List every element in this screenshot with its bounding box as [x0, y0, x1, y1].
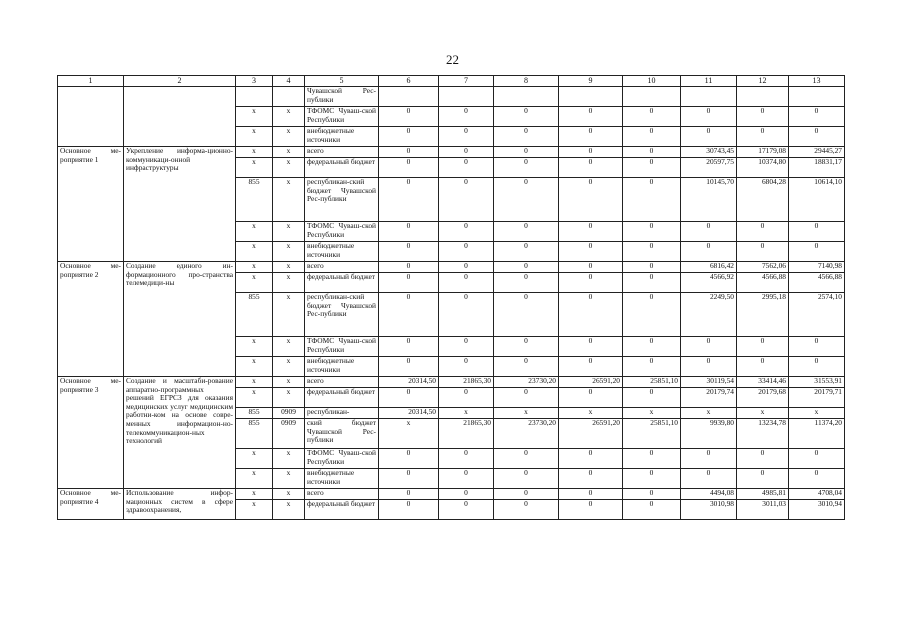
- year-cell: 20179,68: [737, 388, 789, 408]
- header-cell: 10: [623, 76, 681, 87]
- year-cell: 0: [439, 469, 494, 489]
- year-cell: 6816,42: [681, 262, 737, 273]
- section-code: x: [273, 469, 305, 489]
- year-cell: 0: [494, 273, 559, 293]
- year-cell: x: [439, 408, 494, 419]
- cell: [439, 87, 494, 107]
- year-cell: 0: [559, 388, 623, 408]
- year-cell: 0: [439, 337, 494, 357]
- year-cell: 0: [379, 222, 439, 242]
- year-cell: 0: [737, 337, 789, 357]
- glavbudget-code: x: [236, 242, 273, 262]
- source-cell: федеральный бюджет: [305, 500, 379, 520]
- year-cell: 0: [559, 273, 623, 293]
- header-row: [58, 76, 845, 87]
- year-cell: 0: [439, 449, 494, 469]
- section-code: x: [273, 449, 305, 469]
- section-code: x: [273, 489, 305, 500]
- year-cell: 0: [439, 500, 494, 520]
- source-cell: ТФОМС Чуваш-ской Республики: [305, 337, 379, 357]
- year-cell: 0: [439, 107, 494, 127]
- table-row: [58, 262, 845, 273]
- cell: [737, 87, 789, 107]
- year-cell: 0: [681, 107, 737, 127]
- year-cell: 0: [559, 293, 623, 337]
- year-cell: 0: [494, 449, 559, 469]
- year-cell: 0: [494, 158, 559, 178]
- page-number: 22: [446, 52, 459, 67]
- year-cell: 30119,54: [681, 377, 737, 388]
- year-cell: 0: [379, 107, 439, 127]
- description-cell: Создание и масштаби-рование аппаратно-программных решений ЕГРСЗ для оказания медицинских услуг медицинским работни-ком на основе совре-менных информацион-но-телекоммуникацион-ных технологий: [124, 377, 236, 489]
- year-cell: 0: [379, 293, 439, 337]
- year-cell: 0: [559, 222, 623, 242]
- year-cell: 3010,94: [789, 500, 845, 520]
- section-code: x: [273, 242, 305, 262]
- source-cell: всего: [305, 489, 379, 500]
- year-cell: 0: [737, 242, 789, 262]
- glavbudget-code: 855: [236, 419, 273, 449]
- source-cell: республикан-ский бюджет Чувашской Рес-публики: [305, 178, 379, 222]
- header-cell: 3: [236, 76, 273, 87]
- year-cell: 26591,20: [559, 377, 623, 388]
- glavbudget-code: x: [236, 337, 273, 357]
- year-cell: 0: [439, 127, 494, 147]
- year-cell: 4566,92: [681, 273, 737, 293]
- year-cell: 26591,20: [559, 419, 623, 449]
- year-cell: 0: [623, 388, 681, 408]
- section-code: x: [273, 357, 305, 377]
- year-cell: 0: [559, 337, 623, 357]
- section-code: x: [273, 178, 305, 222]
- year-cell: 4566,88: [789, 273, 845, 293]
- source-cell: ский бюджет Чувашской Рес-публики: [305, 419, 379, 449]
- header-cell: 7: [439, 76, 494, 87]
- glavbudget-code: 855: [236, 178, 273, 222]
- section-code: x: [273, 107, 305, 127]
- year-cell: 17179,08: [737, 147, 789, 158]
- year-cell: 0: [559, 489, 623, 500]
- section-code: x: [273, 147, 305, 158]
- year-cell: 25851,10: [623, 419, 681, 449]
- section-code: x: [273, 500, 305, 520]
- year-cell: 0: [439, 293, 494, 337]
- year-cell: 0: [737, 449, 789, 469]
- year-cell: 3011,03: [737, 500, 789, 520]
- year-cell: 23730,20: [494, 419, 559, 449]
- year-cell: 0: [379, 262, 439, 273]
- year-cell: 0: [379, 449, 439, 469]
- source-cell: республикан-: [305, 408, 379, 419]
- year-cell: 0: [623, 158, 681, 178]
- year-cell: 0: [494, 337, 559, 357]
- header-cell: 2: [124, 76, 236, 87]
- source-cell: всего: [305, 377, 379, 388]
- glavbudget-code: x: [236, 158, 273, 178]
- year-cell: 13234,78: [737, 419, 789, 449]
- year-cell: 0: [559, 262, 623, 273]
- year-cell: 0: [439, 178, 494, 222]
- year-cell: 9939,80: [681, 419, 737, 449]
- year-cell: 0: [379, 178, 439, 222]
- cell: [789, 87, 845, 107]
- year-cell: 0: [789, 127, 845, 147]
- year-cell: 2249,50: [681, 293, 737, 337]
- event-cell: Основное ме-роприятие 2: [58, 262, 124, 377]
- section-code: x: [273, 388, 305, 408]
- source-cell: внебюджетные источники: [305, 469, 379, 489]
- glavbudget-code: x: [236, 273, 273, 293]
- year-cell: 0: [789, 449, 845, 469]
- year-cell: 2995,18: [737, 293, 789, 337]
- year-cell: 10614,10: [789, 178, 845, 222]
- year-cell: x: [494, 408, 559, 419]
- table-row: [58, 147, 845, 158]
- source-cell: ТФОМС Чуваш-ской Республики: [305, 222, 379, 242]
- year-cell: 0: [623, 337, 681, 357]
- year-cell: 0: [623, 489, 681, 500]
- header-cell: 9: [559, 76, 623, 87]
- year-cell: 25851,10: [623, 377, 681, 388]
- year-cell: 21865,30: [439, 377, 494, 388]
- glavbudget-code: 855: [236, 408, 273, 419]
- year-cell: 0: [559, 242, 623, 262]
- year-cell: 0: [559, 127, 623, 147]
- year-cell: 7140,98: [789, 262, 845, 273]
- description-cell: Создание единого ин-формационного про-странства телемедици-ны: [124, 262, 236, 377]
- year-cell: 0: [737, 357, 789, 377]
- section-code: x: [273, 262, 305, 273]
- header-cell: 11: [681, 76, 737, 87]
- glavbudget-code: x: [236, 147, 273, 158]
- table-row: [58, 489, 845, 500]
- year-cell: 0: [494, 469, 559, 489]
- year-cell: 0: [494, 147, 559, 158]
- year-cell: 0: [681, 469, 737, 489]
- header-cell: 12: [737, 76, 789, 87]
- cell: [494, 87, 559, 107]
- year-cell: 0: [559, 500, 623, 520]
- year-cell: 0: [789, 107, 845, 127]
- year-cell: x: [559, 408, 623, 419]
- year-cell: 0: [494, 293, 559, 337]
- year-cell: 0: [379, 500, 439, 520]
- budget-table: [57, 75, 845, 520]
- year-cell: 0: [494, 500, 559, 520]
- year-cell: 0: [494, 222, 559, 242]
- event-cell: Основное ме-роприятие 4: [58, 489, 124, 520]
- section-code: x: [273, 222, 305, 242]
- section-code: x: [273, 293, 305, 337]
- year-cell: 10374,80: [737, 158, 789, 178]
- year-cell: 4985,81: [737, 489, 789, 500]
- year-cell: 6804,28: [737, 178, 789, 222]
- year-cell: x: [789, 408, 845, 419]
- header-cell: 13: [789, 76, 845, 87]
- year-cell: 0: [379, 469, 439, 489]
- cell: [681, 87, 737, 107]
- glavbudget-code: x: [236, 127, 273, 147]
- year-cell: 0: [789, 242, 845, 262]
- year-cell: 4494,08: [681, 489, 737, 500]
- source-cell: федеральный бюджет: [305, 273, 379, 293]
- year-cell: 2574,10: [789, 293, 845, 337]
- year-cell: 0: [681, 127, 737, 147]
- year-cell: 20597,75: [681, 158, 737, 178]
- header-cell: 6: [379, 76, 439, 87]
- source-cell: Чувашской Рес-публики: [305, 87, 379, 107]
- glavbudget-code: x: [236, 262, 273, 273]
- section-code: x: [273, 127, 305, 147]
- glavbudget-code: x: [236, 449, 273, 469]
- source-cell: внебюджетные источники: [305, 357, 379, 377]
- year-cell: 0: [439, 388, 494, 408]
- year-cell: x: [737, 408, 789, 419]
- year-cell: 0: [623, 222, 681, 242]
- year-cell: 0: [623, 293, 681, 337]
- year-cell: 0: [789, 222, 845, 242]
- description-cell: Укрепление информа-ционно-коммуникаци-онной инфраструктуры: [124, 147, 236, 262]
- year-cell: 0: [379, 242, 439, 262]
- year-cell: x: [379, 419, 439, 449]
- year-cell: 31553,91: [789, 377, 845, 388]
- header-cell: 4: [273, 76, 305, 87]
- year-cell: 0: [737, 127, 789, 147]
- year-cell: 0: [494, 357, 559, 377]
- year-cell: 0: [681, 222, 737, 242]
- year-cell: 0: [623, 273, 681, 293]
- year-cell: 0: [559, 158, 623, 178]
- year-cell: 0: [494, 242, 559, 262]
- year-cell: 0: [494, 127, 559, 147]
- year-cell: 4708,04: [789, 489, 845, 500]
- cell: [623, 87, 681, 107]
- cell: [236, 87, 273, 107]
- year-cell: 0: [439, 222, 494, 242]
- year-cell: 0: [789, 469, 845, 489]
- glavbudget-code: x: [236, 489, 273, 500]
- glavbudget-code: x: [236, 500, 273, 520]
- source-cell: ТФОМС Чуваш-ской Республики: [305, 107, 379, 127]
- glavbudget-code: x: [236, 222, 273, 242]
- year-cell: 0: [379, 388, 439, 408]
- section-code: 0909: [273, 419, 305, 449]
- year-cell: x: [681, 408, 737, 419]
- year-cell: 0: [681, 449, 737, 469]
- year-cell: 0: [559, 357, 623, 377]
- year-cell: 29445,27: [789, 147, 845, 158]
- year-cell: 20179,74: [681, 388, 737, 408]
- year-cell: 0: [439, 242, 494, 262]
- year-cell: 0: [439, 158, 494, 178]
- section-code: x: [273, 377, 305, 388]
- year-cell: 30743,45: [681, 147, 737, 158]
- year-cell: 0: [623, 147, 681, 158]
- glavbudget-code: x: [236, 388, 273, 408]
- year-cell: 0: [494, 262, 559, 273]
- glavbudget-code: x: [236, 357, 273, 377]
- year-cell: 20179,71: [789, 388, 845, 408]
- glavbudget-code: x: [236, 469, 273, 489]
- year-cell: 0: [623, 500, 681, 520]
- year-cell: 0: [737, 469, 789, 489]
- year-cell: 0: [623, 178, 681, 222]
- source-cell: республикан-ский бюджет Чувашской Рес-публики: [305, 293, 379, 337]
- year-cell: 0: [623, 242, 681, 262]
- table-row: [58, 87, 845, 107]
- section-code: 0909: [273, 408, 305, 419]
- year-cell: 3010,98: [681, 500, 737, 520]
- year-cell: 0: [494, 107, 559, 127]
- year-cell: 21865,30: [439, 419, 494, 449]
- year-cell: 23730,20: [494, 377, 559, 388]
- year-cell: 0: [559, 107, 623, 127]
- year-cell: 0: [623, 262, 681, 273]
- source-cell: всего: [305, 262, 379, 273]
- source-cell: федеральный бюджет: [305, 388, 379, 408]
- year-cell: x: [623, 408, 681, 419]
- year-cell: 7562,06: [737, 262, 789, 273]
- year-cell: 0: [789, 337, 845, 357]
- year-cell: 0: [494, 388, 559, 408]
- description-cell: [124, 87, 236, 147]
- year-cell: 20314,50: [379, 408, 439, 419]
- glavbudget-code: x: [236, 107, 273, 127]
- year-cell: 10145,70: [681, 178, 737, 222]
- year-cell: 0: [379, 158, 439, 178]
- year-cell: 0: [439, 357, 494, 377]
- year-cell: 0: [494, 178, 559, 222]
- year-cell: 0: [379, 357, 439, 377]
- glavbudget-code: 855: [236, 293, 273, 337]
- glavbudget-code: x: [236, 377, 273, 388]
- year-cell: 0: [737, 222, 789, 242]
- section-code: x: [273, 337, 305, 357]
- year-cell: 0: [623, 449, 681, 469]
- year-cell: 0: [494, 489, 559, 500]
- source-cell: федеральный бюджет: [305, 158, 379, 178]
- year-cell: 0: [379, 273, 439, 293]
- year-cell: 0: [559, 178, 623, 222]
- year-cell: 0: [623, 127, 681, 147]
- header-cell: 5: [305, 76, 379, 87]
- year-cell: 0: [789, 357, 845, 377]
- source-cell: внебюджетные источники: [305, 242, 379, 262]
- year-cell: 18831,17: [789, 158, 845, 178]
- year-cell: 0: [379, 147, 439, 158]
- year-cell: 0: [559, 449, 623, 469]
- event-cell: Основное ме-роприятие 1: [58, 147, 124, 262]
- event-cell: Основное ме-роприятие 3: [58, 377, 124, 489]
- year-cell: 0: [623, 107, 681, 127]
- year-cell: 0: [379, 127, 439, 147]
- header-cell: 8: [494, 76, 559, 87]
- year-cell: 33414,46: [737, 377, 789, 388]
- section-code: x: [273, 158, 305, 178]
- year-cell: 4566,88: [737, 273, 789, 293]
- table-row: [58, 377, 845, 388]
- year-cell: 0: [379, 489, 439, 500]
- year-cell: 20314,50: [379, 377, 439, 388]
- source-cell: внебюджетные источники: [305, 127, 379, 147]
- description-cell: Использование инфор-мационных систем в сфере здравоохранения,: [124, 489, 236, 520]
- year-cell: 0: [379, 337, 439, 357]
- year-cell: 0: [439, 489, 494, 500]
- year-cell: 0: [681, 242, 737, 262]
- event-cell: [58, 87, 124, 147]
- year-cell: 0: [439, 147, 494, 158]
- cell: [379, 87, 439, 107]
- section-code: x: [273, 273, 305, 293]
- year-cell: 0: [681, 357, 737, 377]
- header-cell: 1: [58, 76, 124, 87]
- year-cell: 0: [559, 469, 623, 489]
- year-cell: 0: [623, 469, 681, 489]
- cell: [273, 87, 305, 107]
- year-cell: 0: [439, 273, 494, 293]
- year-cell: 0: [439, 262, 494, 273]
- year-cell: 0: [737, 107, 789, 127]
- year-cell: 0: [559, 147, 623, 158]
- source-cell: ТФОМС Чуваш-ской Республики: [305, 449, 379, 469]
- source-cell: всего: [305, 147, 379, 158]
- year-cell: 11374,20: [789, 419, 845, 449]
- cell: [559, 87, 623, 107]
- year-cell: 0: [623, 357, 681, 377]
- year-cell: 0: [681, 337, 737, 357]
